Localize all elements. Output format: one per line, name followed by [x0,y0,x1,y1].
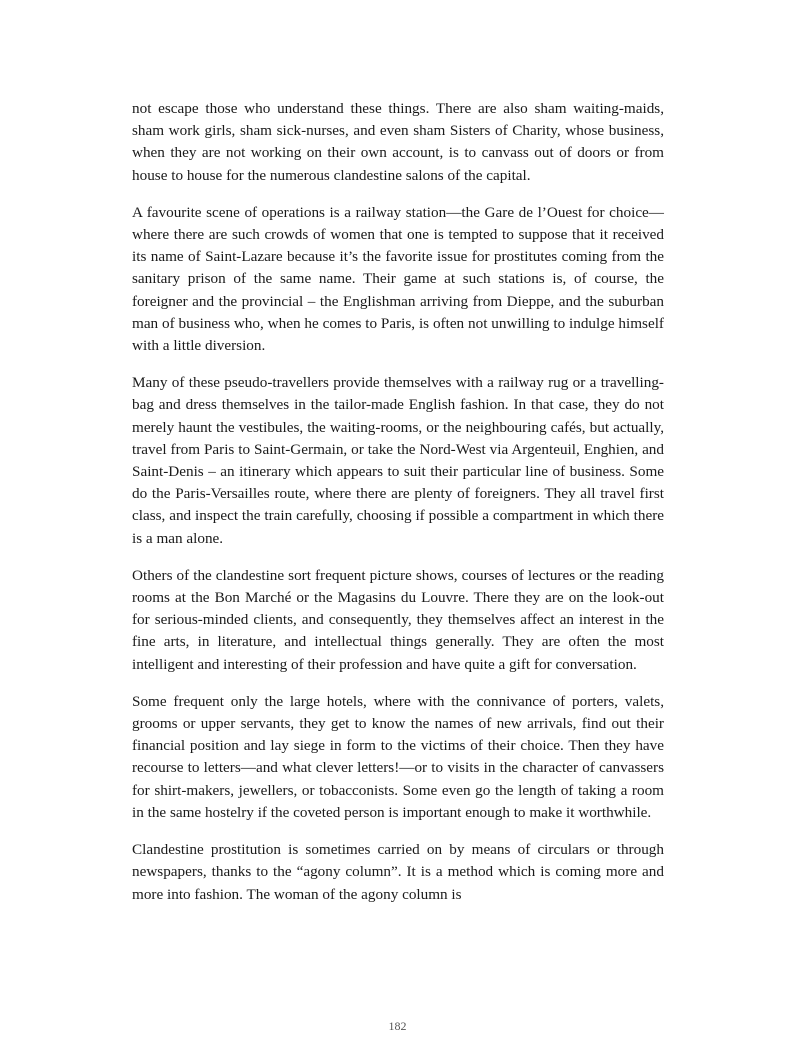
paragraph: Some frequent only the large hotels, where with the connivance of porters, valets, grooms or upper servants, they get to know the names of new arrivals, find out their financial position and lay siege in form to the victims of their choice. Then they have recourse to letters—and what clever letters!—or to visits in the character of canvassers for shirt-makers, jewellers, or tobacconists. Some even go the length of taking a room in the same hostelry if the coveted person is important enough to make it worthwhile. [132,692,664,821]
paragraph: A favourite scene of operations is a railway station—the Gare de l’Ouest for choice—where there are such crowds of women that one is tempted to suppose that it received its name of Saint-Lazare because it’s the favorite issue for prostitutes coming from the sanitary prison of the same name. Their game at such stations is, of course, the foreigner and the provincial – the Englishman arriving from Dieppe, and the suburban man of business who, when he comes to Paris, is often not unwilling to indulge himself with a little diversion. [132,203,664,355]
paragraph: Clandestine prostitution is sometimes carried on by means of circulars or through newspapers, thanks to the “agony column”. It is a method which is coming more and more into fashion. The woman of the agony column is [132,841,664,903]
paragraph: Others of the clandestine sort frequent picture shows, courses of lectures or the reading rooms at the Bon Marché or the Magasins du Louvre. There they are on the look-out for serious-minded clients, and consequently, they themselves affect an interest in the fine arts, in literature, and intellectual things generally. They are often the most intelligent and interesting of their profession and have quite a gift for conversation. [132,566,664,673]
body-text [132,98,664,921]
paragraph: not escape those who understand these things. There are also sham waiting-maids, sham work girls, sham sick-nurses, and even sham Sisters of Charity, whose business, when they are not working on their own account, is to canvass out of doors or from house to house for the numerous clandestine salons of the capital. [132,100,664,184]
paragraph: Many of these pseudo-travellers provide themselves with a railway rug or a travelling-bag and dress themselves in the tailor-made English fashion. In that case, they do not merely haunt the vestibules, the waiting-rooms, or the neighbouring cafés, but actually, travel from Paris to Saint-Germain, or take the Nord-West via Argenteuil, Enghien, and Saint-Denis – an itinerary which appears to suit their particular line of business. Some do the Paris-Versailles route, where there are plenty of foreigners. They all travel first class, and inspect the train carefully, choosing if possible a compartment in which there is a man alone. [132,374,664,547]
page-number: 182 [388,1019,407,1033]
